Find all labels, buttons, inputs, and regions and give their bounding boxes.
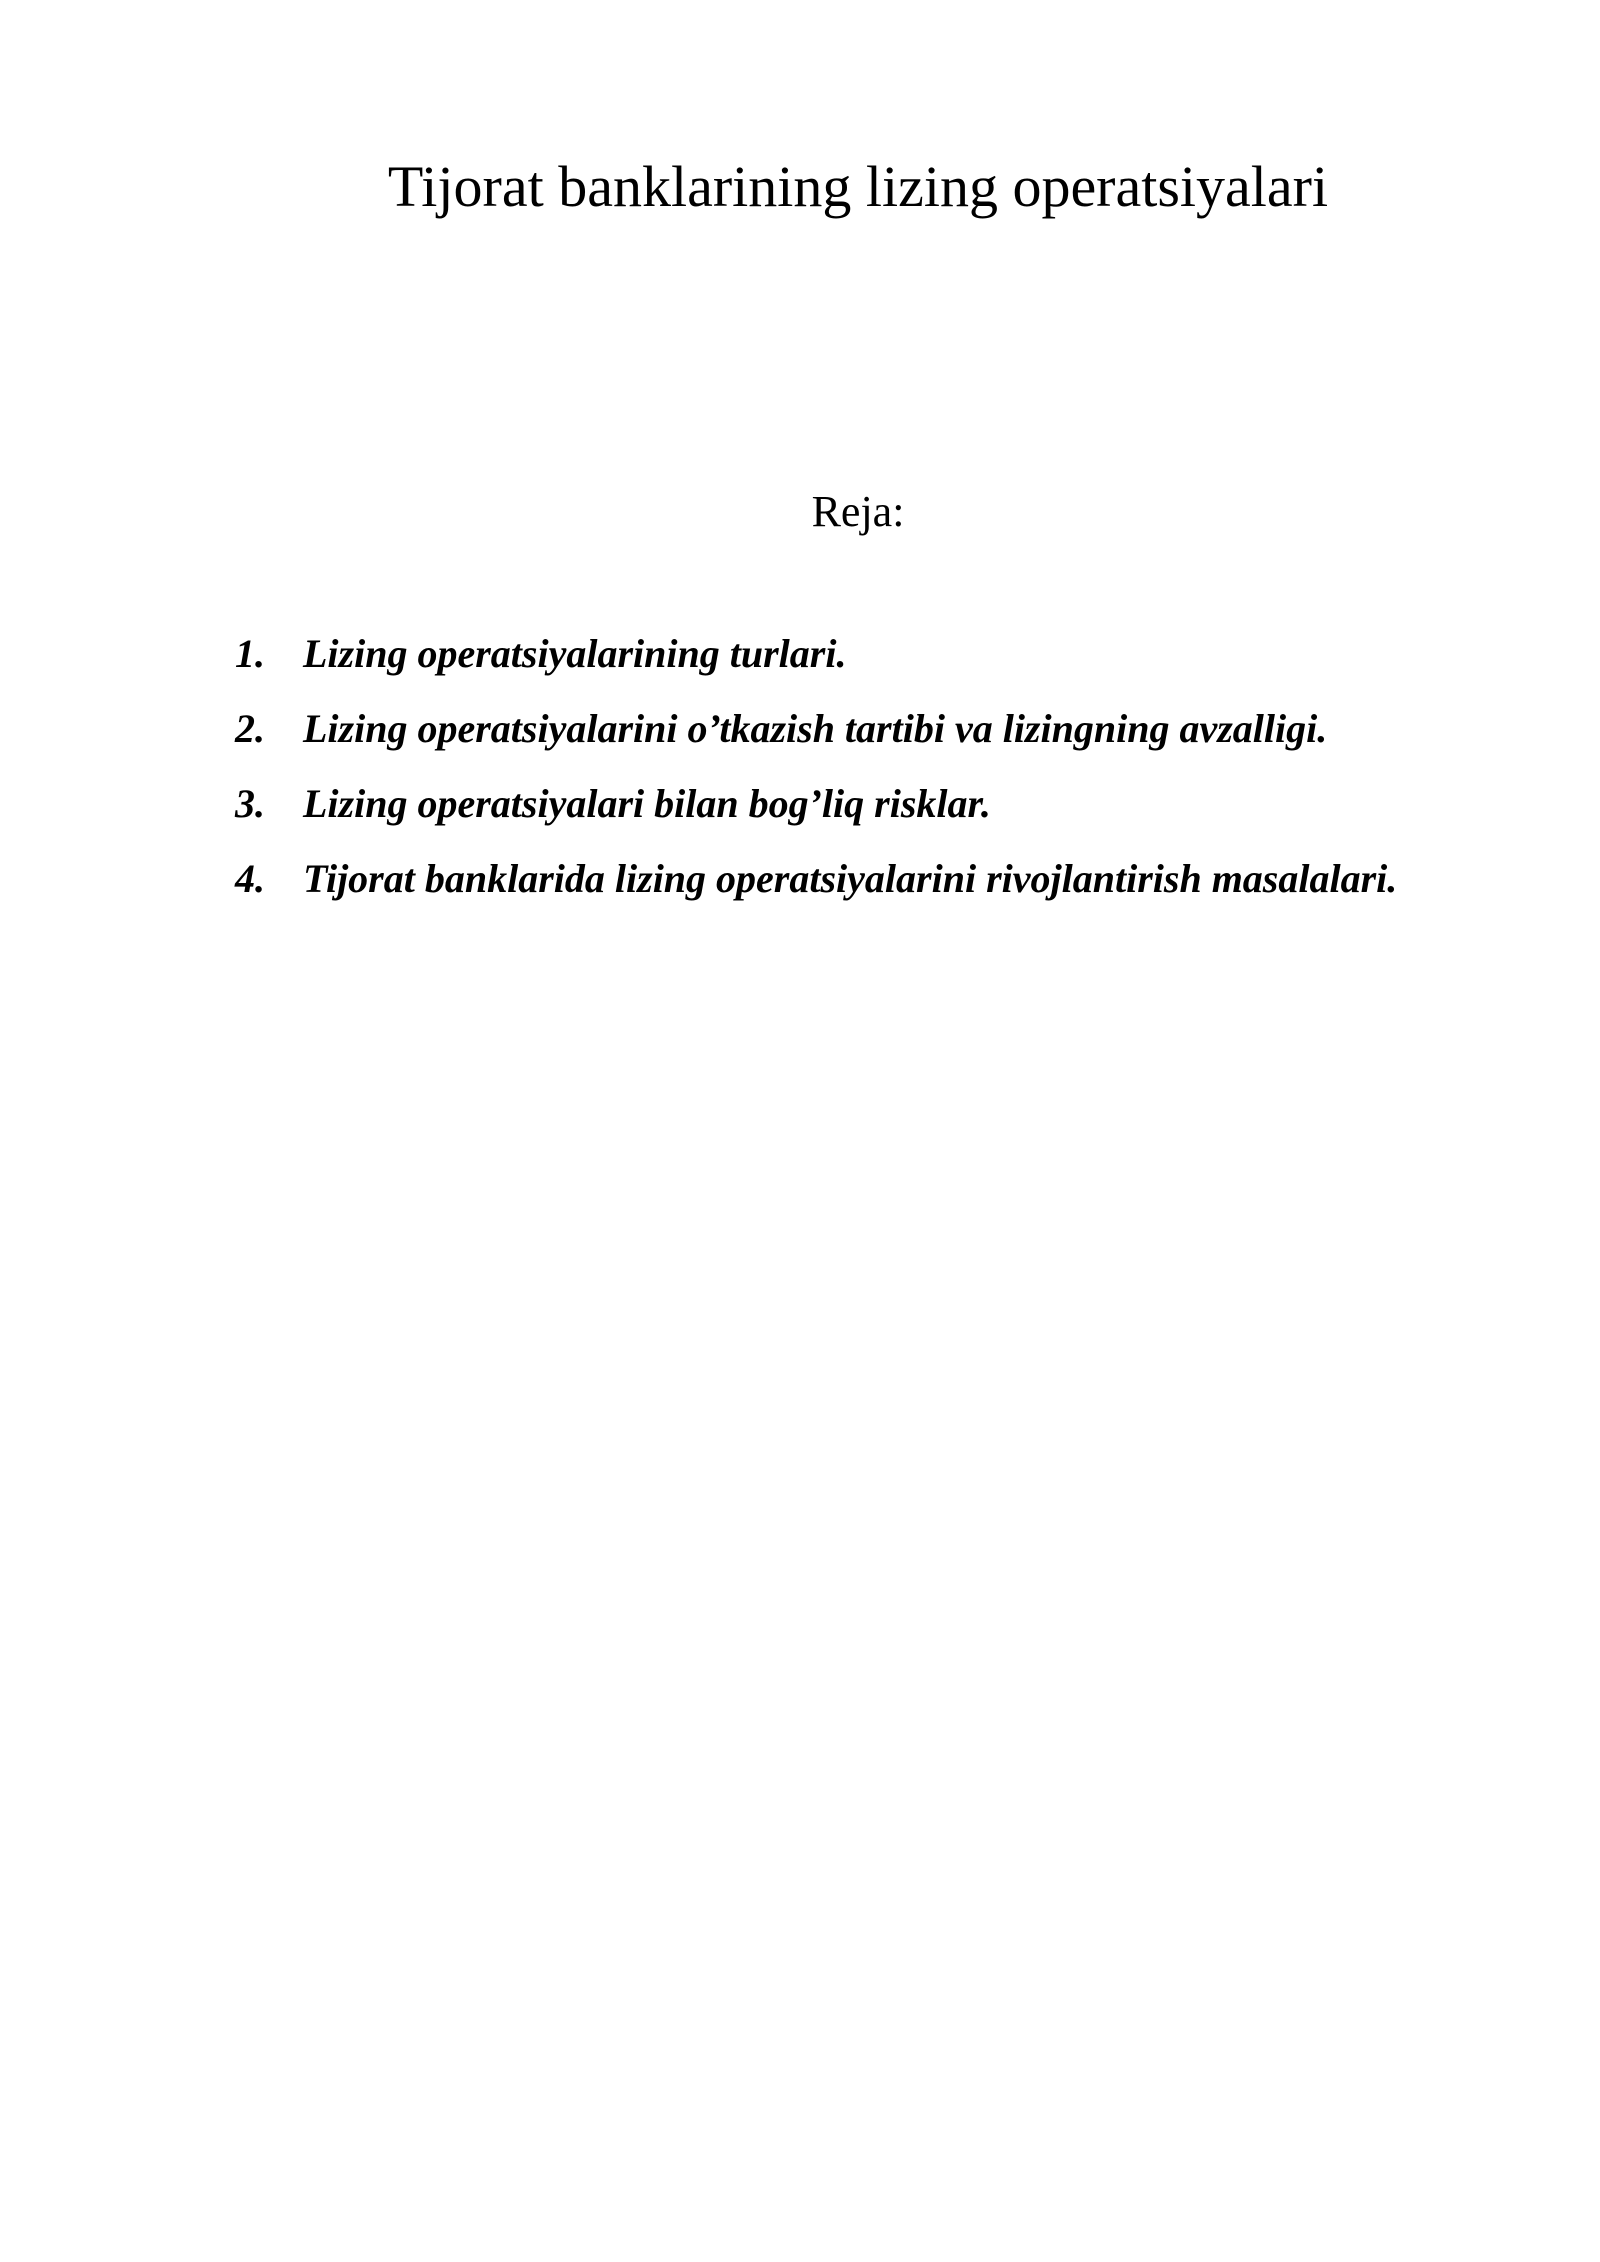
plan-list xyxy=(235,626,1535,926)
document-title: Tijorat banklarining lizing operatsiyalari xyxy=(387,154,1329,219)
plan-heading: Reja: xyxy=(811,487,905,536)
plan-item-text: Lizing operatsiyalarini o’tkazish tartibi va lizingning avzalligi. xyxy=(303,706,1328,751)
plan-item-number: 4. xyxy=(235,856,265,901)
plan-item-text: Lizing operatsiyalari bilan bog’liq risklar. xyxy=(303,781,991,826)
plan-item-3 xyxy=(235,776,1535,851)
plan-item-text: Tijorat banklarida lizing operatsiyalarini rivojlantirish masalalari. xyxy=(303,856,1398,901)
plan-item-1 xyxy=(235,626,1535,701)
plan-item-2 xyxy=(235,701,1535,776)
plan-item-text: Lizing operatsiyalarining turlari. xyxy=(303,631,847,676)
plan-item-4 xyxy=(235,851,1535,926)
plan-item-number: 2. xyxy=(235,706,265,751)
plan-item-number: 3. xyxy=(235,781,265,826)
plan-item-number: 1. xyxy=(235,631,265,676)
